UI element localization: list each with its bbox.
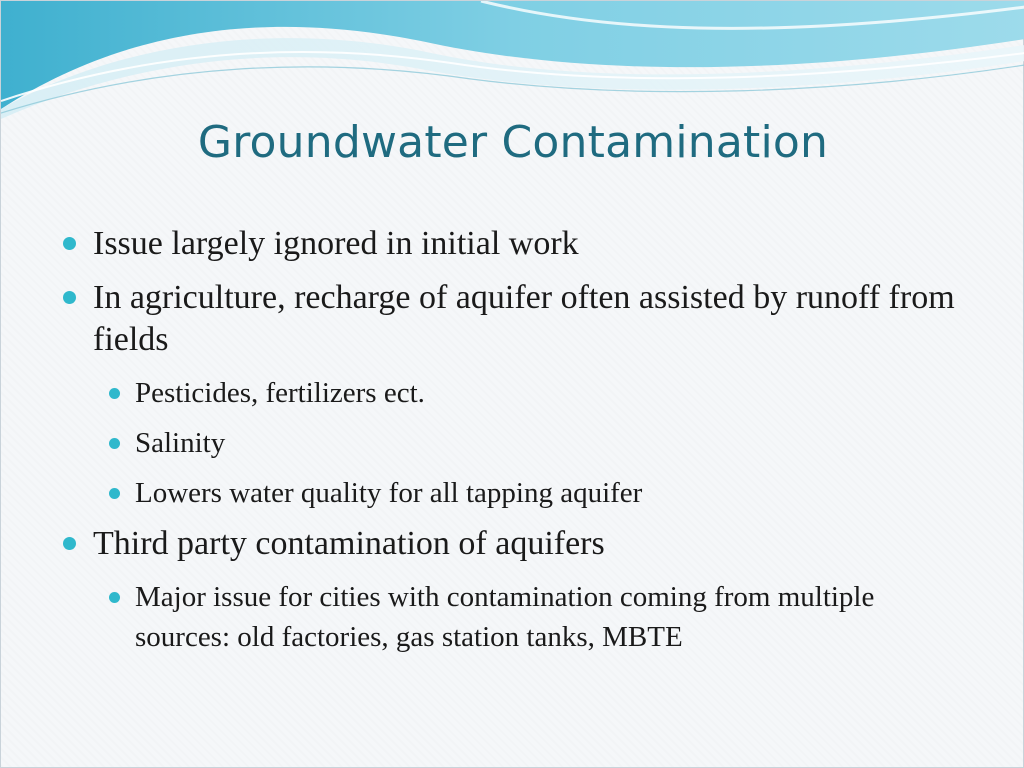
sub-bullet-icon bbox=[109, 438, 120, 449]
bullet-item bbox=[59, 223, 959, 265]
bullet-item bbox=[59, 277, 959, 361]
bullet-icon bbox=[63, 537, 76, 550]
bullet-text: Issue largely ignored in initial work bbox=[93, 225, 579, 262]
bullet-icon bbox=[63, 291, 76, 304]
bullet-icon bbox=[63, 237, 76, 250]
sub-bullet-text: Salinity bbox=[135, 427, 226, 459]
sub-bullet-item bbox=[59, 577, 959, 657]
sub-bullet-text: Lowers water quality for all tapping aquifer bbox=[135, 477, 643, 509]
bullet-text: In agriculture, recharge of aquifer often assisted by runoff from fields bbox=[93, 279, 955, 358]
sub-bullet-text: Pesticides, fertilizers ect. bbox=[135, 377, 425, 409]
wave-header-decoration bbox=[1, 1, 1024, 121]
sub-bullet-text: Major issue for cities with contamination coming from multiple sources: old factories, gas station tanks, MBTE bbox=[135, 581, 875, 653]
sub-bullet-item bbox=[59, 373, 959, 413]
slide-title: Groundwater Contamination bbox=[197, 117, 829, 168]
sub-bullet-icon bbox=[109, 592, 120, 603]
bullet-item bbox=[59, 523, 959, 565]
sub-bullet-icon bbox=[109, 488, 120, 499]
bullet-text: Third party contamination of aquifers bbox=[93, 525, 605, 562]
bullet-list bbox=[59, 223, 959, 667]
sub-bullet-item bbox=[59, 423, 959, 463]
sub-bullet-item bbox=[59, 473, 959, 513]
sub-bullet-icon bbox=[109, 388, 120, 399]
